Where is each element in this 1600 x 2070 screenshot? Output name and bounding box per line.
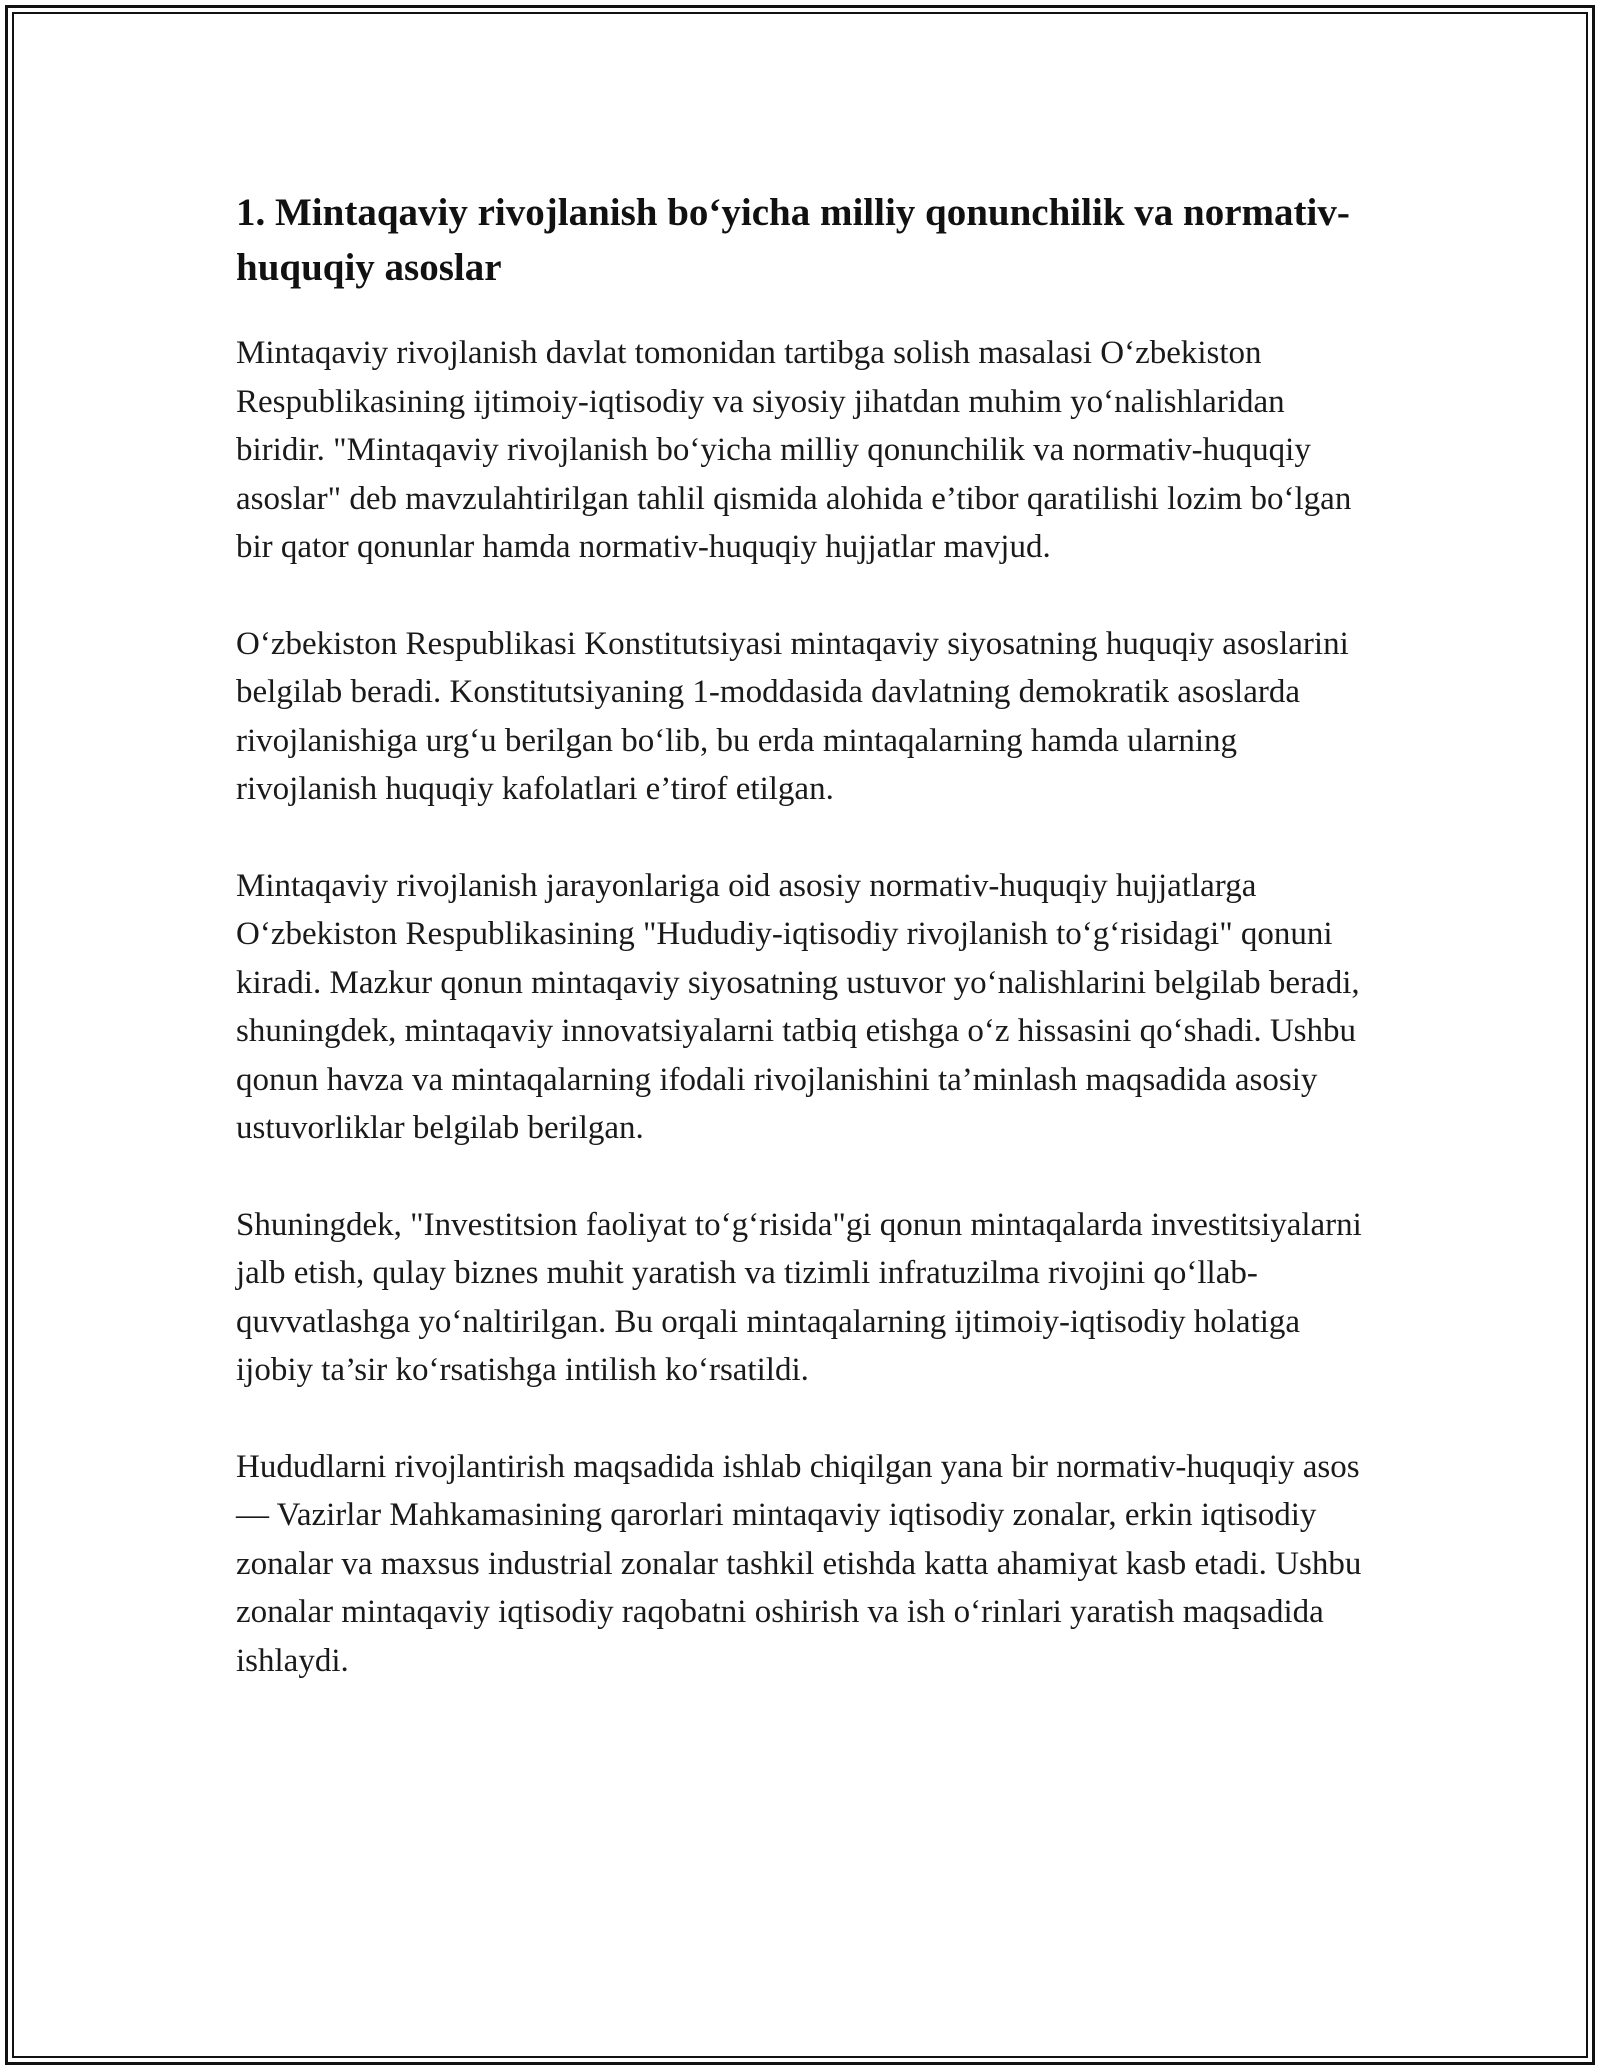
paragraph-cabinet-resolutions: Hududlarni rivojlantirish maqsadida ishlab chiqilgan yana bir normativ-huquqiy asos — Vazirlar Mahkamasining qarorlari mintaqaviy iqtisodiy zonalar, erkin iqtisodiy zonalar va maxsus industrial zonalar tashkil etishda katta ahamiyat kasb etadi. Ushbu zonalar mintaqaviy iqtisodiy raqobatni oshirish va ish o‘rinlari yaratish maqsadida ishlaydi. <box>236 1448 1362 1679</box>
paragraph-territorial-law: Mintaqaviy rivojlanish jarayonlariga oid asosiy normativ-huquqiy hujjatlarga O‘zbekiston Respublikasining "Hududiy-iqtisodiy rivojlanish to‘g‘risidagi" qonuni kiradi. Mazkur qonun mintaqaviy siyosatning ustuvor yo‘nalishlarini belgilab beradi, shuningdek, mintaqaviy innovatsiyalarni tatbiq etishga o‘z hissasini qo‘shadi. Ushbu qonun havza va mintaqalarning ifodali rivojlanishini ta’minlash maqsadida asosiy ustuvorliklar belgilab berilgan. <box>236 867 1360 1146</box>
section-heading: 1. Mintaqaviy rivojlanish bo‘yicha milliy qonunchilik va normativ-huquqiy asoslar <box>236 191 1350 289</box>
document-body <box>236 185 1376 1733</box>
paragraph-investment-law: Shuningdek, "Investitsion faoliyat to‘g‘risida"gi qonun mintaqalarda investitsiyalarni jalb etish, qulay biznes muhit yaratish va tizimli infratuzilma rivojini qo‘llab-quvvatlashga yo‘naltirilgan. Bu orqali mintaqalarning ijtimoiy-iqtisodiy holatiga ijobiy ta’sir ko‘rsatishga intilish ko‘rsatildi. <box>236 1206 1362 1388</box>
paragraph-intro: Mintaqaviy rivojlanish davlat tomonidan tartibga solish masalasi O‘zbekiston Respublikasining ijtimoiy-iqtisodiy va siyosiy jihatdan muhim yo‘nalishlaridan biridir. "Mintaqaviy rivojlanish bo‘yicha milliy qonunchilik va normativ-huquqiy asoslar" deb mavzulahtirilgan tahlil qismida alohida e’tibor qaratilishi lozim bo‘lgan bir qator qonunlar hamda normativ-huquqiy hujjatlar mavjud. <box>236 335 1352 565</box>
paragraph-constitution: O‘zbekiston Respublikasi Konstitutsiyasi mintaqaviy siyosatning huquqiy asoslarini belgilab beradi. Konstitutsiyaning 1-moddasida davlatning demokratik asoslarda rivojlanishiga urg‘u berilgan bo‘lib, bu erda mintaqalarning hamda ularning rivojlanish huquqiy kafolatlari e’tirof etilgan. <box>236 625 1349 807</box>
